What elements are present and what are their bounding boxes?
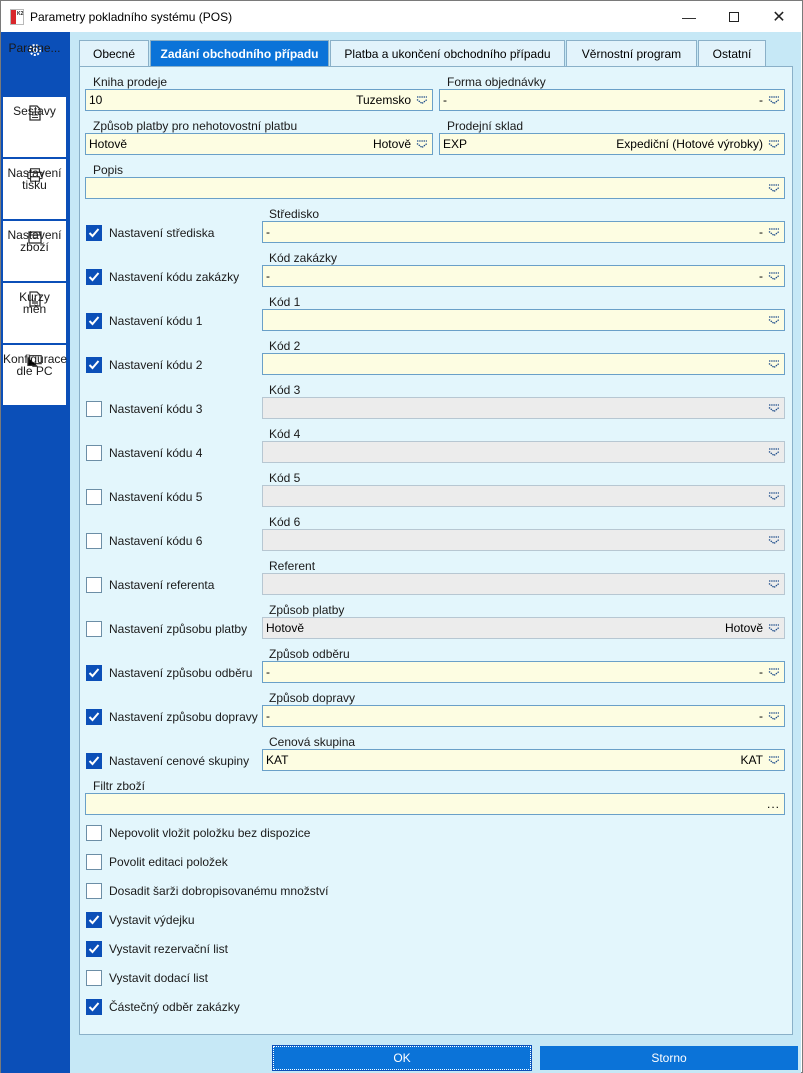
ellipsis-button[interactable]: ... xyxy=(766,797,780,811)
field-right-value: Tuzemsko xyxy=(356,93,411,107)
sidebar-item-label: Kurzy měn xyxy=(19,290,50,316)
field-label: Kniha prodeje xyxy=(93,75,168,89)
row-checkbox[interactable] xyxy=(86,753,102,769)
checkbox-label: Vystavit dodací list xyxy=(109,971,208,985)
field-label: Referent xyxy=(269,559,316,573)
dropdown-icon[interactable] xyxy=(415,94,429,106)
field-right-value: Hotově xyxy=(372,137,411,151)
option-checkbox[interactable] xyxy=(86,999,102,1015)
dropdown-icon[interactable] xyxy=(767,622,781,634)
field-value: KAT xyxy=(266,753,289,767)
dropdown-icon[interactable] xyxy=(767,754,781,766)
row-select-field[interactable] xyxy=(262,265,785,287)
row-checkbox[interactable] xyxy=(86,357,102,373)
field-value: - xyxy=(443,93,447,107)
checkbox-label: Vystavit výdejku xyxy=(109,913,195,927)
tab-obecne[interactable]: Obecné xyxy=(79,40,149,66)
forma-objednavky-select[interactable] xyxy=(439,89,785,111)
row-select-field[interactable] xyxy=(262,485,785,507)
field-right-value: Hotově xyxy=(724,621,763,635)
window-title: Parametry pokladního systému (POS) xyxy=(30,9,233,24)
zpusob-platby-select[interactable] xyxy=(85,133,433,155)
sidebar-item-label: Sestavy xyxy=(13,104,56,118)
field-label: Filtr zboží xyxy=(93,779,146,793)
dropdown-icon[interactable] xyxy=(767,534,781,546)
tab-ostatni[interactable]: Ostatní xyxy=(698,40,766,66)
field-label: Cenová skupina xyxy=(269,735,356,749)
maximize-icon[interactable] xyxy=(711,1,757,32)
close-icon[interactable]: ✕ xyxy=(772,8,786,26)
dropdown-icon[interactable] xyxy=(767,402,781,414)
sidebar xyxy=(1,32,70,1073)
row-select-field[interactable] xyxy=(262,529,785,551)
checkbox-label: Nastavení kódu zakázky xyxy=(109,270,240,284)
field-label: Forma objednávky xyxy=(447,75,546,89)
field-label: Způsob platby pro nehotovostní platbu xyxy=(93,119,298,133)
dropdown-icon[interactable] xyxy=(767,314,781,326)
row-checkbox[interactable] xyxy=(86,269,102,285)
app-logo-icon: K2 xyxy=(10,9,24,25)
dropdown-icon[interactable] xyxy=(767,358,781,370)
field-value: - xyxy=(266,269,270,283)
sidebar-item-label: Nastavení zboží xyxy=(7,228,62,254)
row-select-field[interactable] xyxy=(262,573,785,595)
row-select-field[interactable] xyxy=(262,661,785,683)
row-checkbox[interactable] xyxy=(86,489,102,505)
row-select-field[interactable] xyxy=(262,221,785,243)
option-checkbox[interactable] xyxy=(86,912,102,928)
sidebar-item-konfigurace[interactable] xyxy=(3,345,66,405)
field-right-value: KAT xyxy=(740,753,763,767)
ok-button[interactable]: OK xyxy=(273,1046,531,1070)
sidebar-item-label: Konfigurace dle PC xyxy=(3,352,68,378)
dropdown-icon[interactable] xyxy=(767,138,781,150)
sidebar-item-label: Nastavení tisku xyxy=(7,166,62,192)
option-checkbox[interactable] xyxy=(86,970,102,986)
row-select-field[interactable] xyxy=(262,441,785,463)
dropdown-icon[interactable] xyxy=(767,666,781,678)
dropdown-icon[interactable] xyxy=(767,270,781,282)
field-label: Způsob dopravy xyxy=(269,691,356,705)
checkbox-label: Vystavit rezervační list xyxy=(109,942,228,956)
row-checkbox[interactable] xyxy=(86,401,102,417)
tab-strip xyxy=(79,40,767,66)
row-checkbox[interactable] xyxy=(86,225,102,241)
kniha-prodeje-select[interactable] xyxy=(85,89,433,111)
sidebar-item-kurzy-men[interactable] xyxy=(3,283,66,343)
field-label: Kód 4 xyxy=(269,427,301,441)
sidebar-item-sestavy[interactable] xyxy=(3,97,66,157)
checkbox-label: Nastavení způsobu odběru xyxy=(109,666,253,680)
field-value: EXP xyxy=(443,137,468,151)
tab-platba-a-ukonceni[interactable]: Platba a ukončení obchodního případu xyxy=(330,40,565,66)
field-label: Kód 3 xyxy=(269,383,301,397)
field-value: 10 xyxy=(89,93,103,107)
field-label: Kód 6 xyxy=(269,515,301,529)
dropdown-icon[interactable] xyxy=(767,446,781,458)
field-label: Kód 1 xyxy=(269,295,301,309)
option-checkbox[interactable] xyxy=(86,941,102,957)
checkbox-label: Nastavení kódu 1 xyxy=(109,314,203,328)
row-select-field[interactable] xyxy=(262,705,785,727)
row-checkbox[interactable] xyxy=(86,445,102,461)
option-checkbox[interactable] xyxy=(86,883,102,899)
dropdown-icon[interactable] xyxy=(767,94,781,106)
checkbox-label: Nastavení cenové skupiny xyxy=(109,754,250,768)
checkbox-label: Nastavení kódu 2 xyxy=(109,358,203,372)
field-label: Způsob platby xyxy=(269,603,345,617)
dropdown-icon[interactable] xyxy=(767,182,781,194)
row-checkbox[interactable] xyxy=(86,621,102,637)
row-checkbox[interactable] xyxy=(86,665,102,681)
option-checkbox[interactable] xyxy=(86,854,102,870)
checkbox-label: Nastavení kódu 3 xyxy=(109,402,203,416)
sidebar-item-label: Parame... xyxy=(8,41,61,55)
row-select-field[interactable] xyxy=(262,749,785,771)
row-checkbox[interactable] xyxy=(86,533,102,549)
sidebar-item-parametry[interactable] xyxy=(3,34,66,95)
field-label: Kód zakázky xyxy=(269,251,338,265)
field-right-value: - xyxy=(759,225,763,239)
sidebar-item-nastaveni-zbozi[interactable] xyxy=(3,221,66,281)
row-select-field[interactable] xyxy=(262,353,785,375)
field-label: Středisko xyxy=(269,207,320,221)
checkbox-label: Nastavení střediska xyxy=(109,226,215,240)
row-checkbox[interactable] xyxy=(86,313,102,329)
checkbox-label: Částečný odběr zakázky xyxy=(109,1000,240,1014)
title-bar xyxy=(1,1,802,32)
row-checkbox[interactable] xyxy=(86,577,102,593)
tab-zadani-obchodniho-pripadu[interactable]: Zadání obchodního případu xyxy=(150,40,329,66)
dropdown-icon[interactable] xyxy=(415,138,429,150)
row-select-field[interactable] xyxy=(262,309,785,331)
checkbox-label: Povolit editaci položek xyxy=(109,855,228,869)
field-label: Způsob odběru xyxy=(269,647,350,661)
checkbox-label: Nastavení způsobu platby xyxy=(109,622,248,636)
row-select-field[interactable] xyxy=(262,617,785,639)
field-value: - xyxy=(266,225,270,239)
field-right-value: Expediční (Hotové výrobky) xyxy=(616,137,763,151)
storno-button[interactable]: Storno xyxy=(540,1046,798,1070)
field-value: Hotově xyxy=(266,621,305,635)
checkbox-label: Nastavení kódu 6 xyxy=(109,534,203,548)
sidebar-item-nastaveni-tisku[interactable] xyxy=(3,159,66,219)
checkbox-label: Nepovolit vložit položku bez dispozice xyxy=(109,826,311,840)
checkbox-label: Nastavení referenta xyxy=(109,578,215,592)
dropdown-icon[interactable] xyxy=(767,490,781,502)
field-value: Hotově xyxy=(89,137,128,151)
checkbox-label: Nastavení kódu 5 xyxy=(109,490,203,504)
field-right-value: - xyxy=(759,665,763,679)
field-right-value: - xyxy=(759,93,763,107)
field-label: Prodejní sklad xyxy=(447,119,524,133)
checkbox-label: Nastavení způsobu dopravy xyxy=(109,710,258,724)
field-label: Popis xyxy=(93,163,124,177)
popis-field[interactable] xyxy=(85,177,785,199)
field-right-value: - xyxy=(759,269,763,283)
row-checkbox[interactable] xyxy=(86,709,102,725)
field-label: Kód 5 xyxy=(269,471,301,485)
field-right-value: - xyxy=(759,709,763,723)
dropdown-icon[interactable] xyxy=(767,226,781,238)
checkbox-label: Nastavení kódu 4 xyxy=(109,446,203,460)
checkbox-label: Dosadit šarži dobropisovanému množství xyxy=(109,884,329,898)
dropdown-icon[interactable] xyxy=(767,710,781,722)
filtr-zbozi-field[interactable] xyxy=(85,793,785,815)
option-checkbox[interactable] xyxy=(86,825,102,841)
field-label: Kód 2 xyxy=(269,339,301,353)
field-value: - xyxy=(266,665,270,679)
row-select-field[interactable] xyxy=(262,397,785,419)
dropdown-icon[interactable] xyxy=(767,578,781,590)
field-value: - xyxy=(266,709,270,723)
tab-vernostni-program[interactable]: Věrnostní program xyxy=(566,40,697,66)
prodejni-sklad-select[interactable] xyxy=(439,133,785,155)
minimize-icon[interactable]: — xyxy=(682,8,696,25)
